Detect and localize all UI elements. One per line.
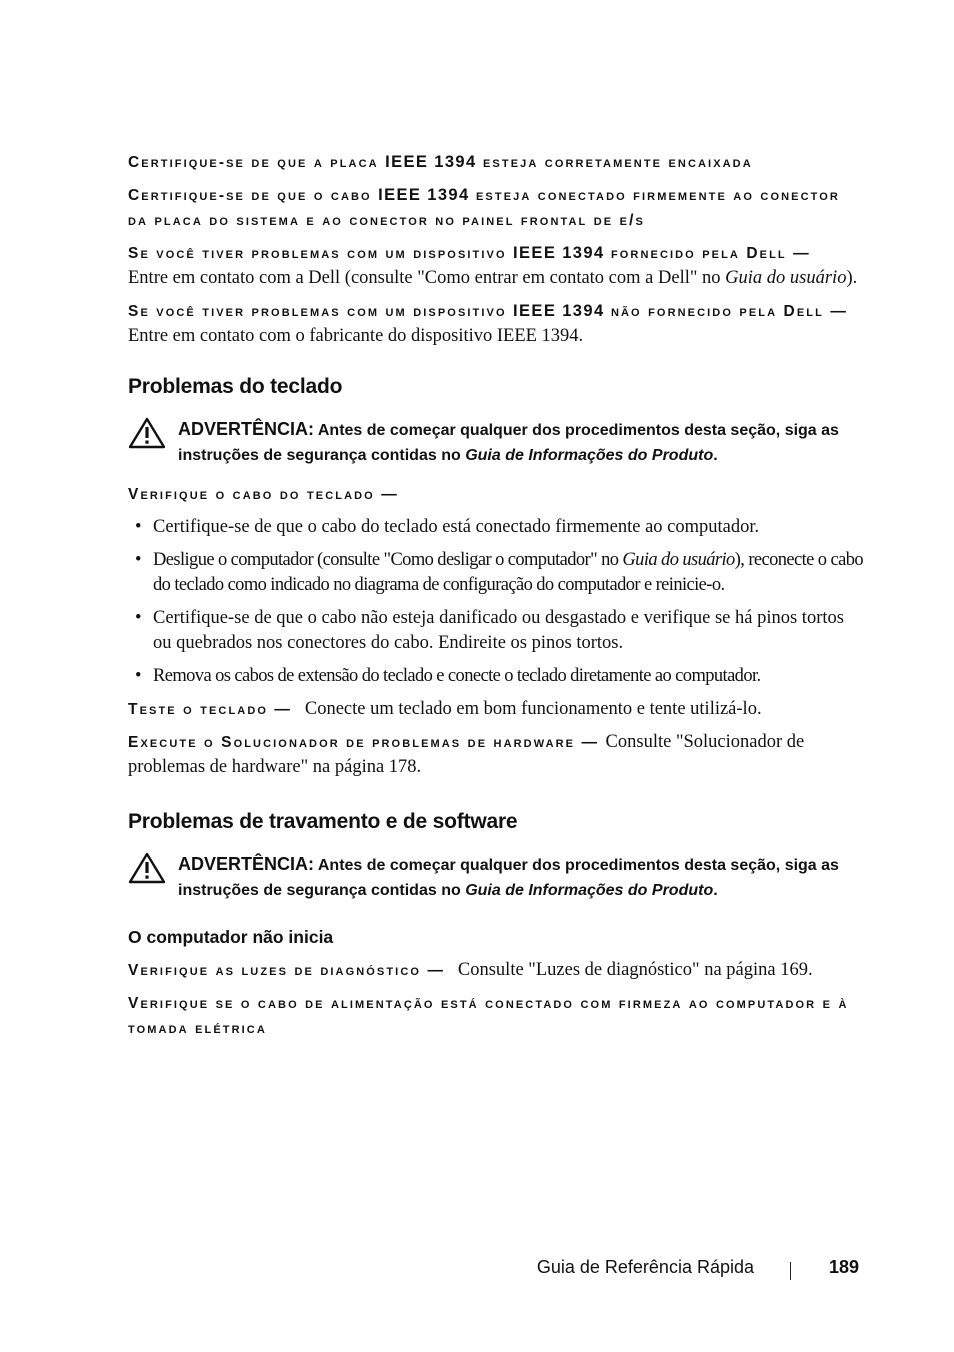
warning-label: ADVERTÊNCIA: [178, 854, 315, 874]
warning-triangle-icon [128, 417, 166, 449]
check-label-end: não fornecido pela Dell — [604, 303, 848, 320]
warning-guide-reference: Guia de Informações do Produto [465, 882, 714, 899]
check-label: Se você tiver problemas com um dispositivo [128, 303, 514, 320]
check-label: Teste o teclado — [128, 701, 293, 718]
section-title-lockups: Problemas de travamento e de software [128, 810, 518, 833]
check-label: Certifique-se de que o cabo [128, 187, 379, 204]
check-label-standard: IEEE 1394 [513, 302, 605, 320]
warning-triangle-icon [128, 852, 166, 884]
diagnostic-lights-text: Consulte "Luzes de diagnóstico" na página 169. [457, 960, 813, 980]
section-title-keyboard: Problemas do teclado [128, 375, 343, 398]
page-number: 189 [829, 1257, 860, 1277]
list-item-text-end: ), reconecte o cabo do teclado como indicado no diagrama de configuração do computador e reinicie-o. [153, 550, 864, 595]
footer-divider [790, 1262, 791, 1280]
body-text: Entre em contato com a Dell (consulte "Como entrar em contato com a Dell" no [128, 268, 726, 288]
dell-device-text [128, 268, 857, 288]
check-power-cable: Verifique se o cabo de alimentação está conectado com firmeza ao computador e à tomada elétrica [128, 995, 849, 1037]
list-item-text: Desligue o computador (consulte "Como desligar o computador" no [153, 550, 623, 570]
list-item: • Certifique-se de que o cabo do teclado está conectado firmemente ao computador. [135, 517, 760, 537]
check-label-standard: IEEE 1394 [513, 244, 605, 262]
check-label: Certifique-se de que a placa [128, 154, 386, 171]
warning-guide-reference: Guia de Informações do Produto [465, 447, 714, 464]
guide-reference: Guia do usuário [622, 550, 735, 570]
warning-text-end: . [713, 447, 718, 464]
check-label-end: esteja conectado firmemente ao conector da placa do sistema e ao conector no painel frontal de e/s [128, 187, 840, 229]
subsection-title: O computador não inicia [128, 927, 334, 947]
warning-text-end: . [713, 882, 718, 899]
list-item-text: Certifique-se de que o cabo do teclado está conectado firmemente ao computador. [153, 517, 760, 537]
warning-label: ADVERTÊNCIA: [178, 419, 315, 439]
check-1394-card [128, 150, 863, 175]
check-1394-cable [128, 183, 863, 233]
warning-block [128, 852, 863, 903]
footer-guide-title: Guia de Referência Rápida [536, 1257, 754, 1277]
list-item-text: Certifique-se de que o cabo não esteja danificado ou desgastado e verifique se há pinos tortos ou quebrados nos conectores do cabo. Endireite os pinos tortos. [153, 608, 844, 653]
warning-block [128, 417, 863, 468]
check-keyboard-cable: Verifique o cabo do teclado — [128, 486, 399, 503]
check-label: Execute o Solucionador de problemas de hardware — [128, 734, 600, 751]
test-keyboard [128, 697, 863, 722]
page-content [128, 150, 863, 1049]
page-footer [0, 1257, 954, 1287]
keyboard-bullet-list [128, 515, 863, 689]
dell-device-problem [128, 241, 863, 291]
list-item: • Desligue o computador (consulte "Como desligar o computador" no Guia do usuário), reconecte o cabo do teclado como indicado no diagrama de configuração do computador e reinicie-o. [135, 550, 864, 595]
list-item-text: Remova os cabos de extensão do teclado e conecte o teclado diretamente ao computador. [153, 666, 761, 686]
check-label-standard: IEEE 1394 [385, 153, 477, 171]
check-label-standard: IEEE 1394 [378, 186, 470, 204]
check-label-end: esteja corretamente encaixada [476, 154, 753, 171]
body-text-end: ). [846, 268, 858, 288]
list-item: • Remova os cabos de extensão do teclado e conecte o teclado diretamente ao computador. [135, 666, 761, 686]
check-diagnostic-lights [128, 958, 863, 983]
test-keyboard-text: Conecte um teclado em bom funcionamento e tente utilizá-lo. [304, 699, 762, 719]
check-label: Verifique as luzes de diagnóstico — [128, 962, 446, 979]
troubleshooter-text: Consulte "Solucionador de problemas de hardware" na página 178. [128, 732, 805, 777]
non-dell-device-text: Entre em contato com o fabricante do dispositivo IEEE 1394. [128, 326, 584, 346]
check-label-end: fornecido pela Dell — [604, 245, 811, 262]
run-hardware-troubleshooter [128, 730, 863, 780]
warning-text: Antes de começar qualquer dos procedimentos desta seção, siga as instruções de segurança contidas no [178, 422, 839, 464]
list-item: • Certifique-se de que o cabo não esteja danificado ou desgastado e verifique se há pinos tortos ou quebrados nos conectores do cabo. Endireite os pinos tortos. [135, 608, 844, 653]
check-label: Se você tiver problemas com um dispositivo [128, 245, 514, 262]
warning-text: Antes de começar qualquer dos procedimentos desta seção, siga as instruções de segurança contidas no [178, 857, 839, 899]
non-dell-device-problem [128, 299, 863, 349]
guide-reference: Guia do usuário [725, 268, 847, 288]
